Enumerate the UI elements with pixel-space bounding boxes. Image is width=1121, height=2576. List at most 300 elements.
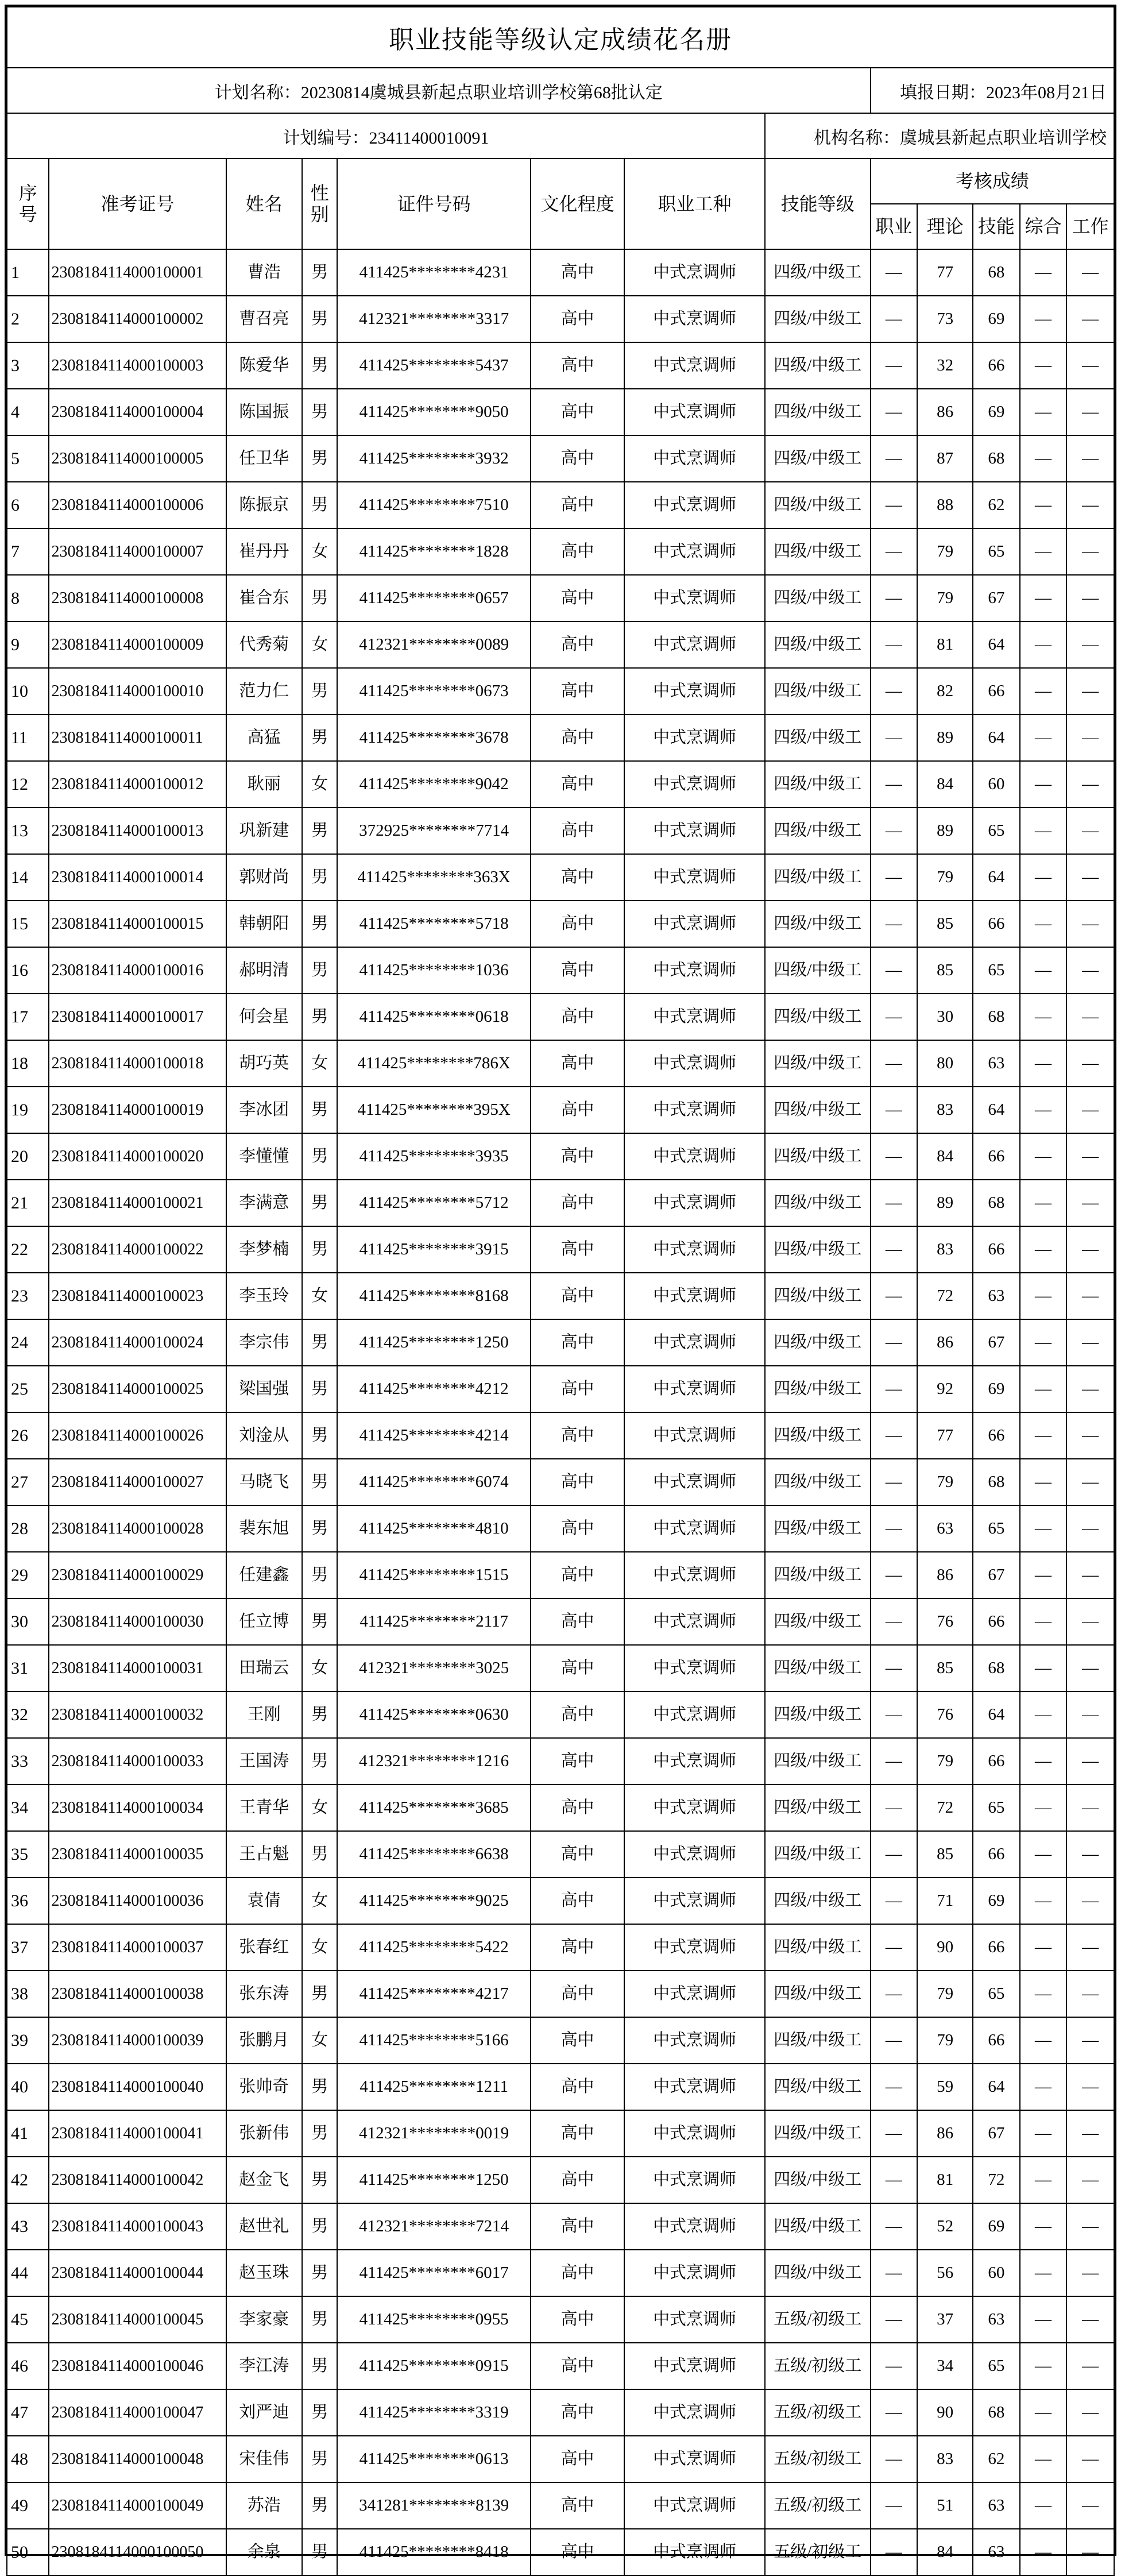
- cell-score-work: —: [1066, 342, 1114, 389]
- cell-exam-id: 2308184114000100007: [49, 528, 226, 575]
- table-row: [7, 808, 1114, 854]
- cell-gender: 女: [302, 621, 337, 668]
- cell-skill-level: 四级/中级工: [765, 1785, 871, 1831]
- cell-seq: 2: [7, 296, 49, 342]
- cell-seq: 29: [7, 1552, 49, 1598]
- cell-gender: 男: [302, 1598, 337, 1645]
- cell-score-composite: —: [1020, 1180, 1067, 1226]
- cell-seq: 24: [7, 1319, 49, 1366]
- cell-score-composite: —: [1020, 1505, 1067, 1552]
- cell-score-skill: 65: [973, 2343, 1020, 2389]
- cell-skill-level: 四级/中级工: [765, 621, 871, 668]
- cell-gender: 男: [302, 2064, 337, 2110]
- cell-score-theory: 88: [917, 482, 973, 528]
- cell-education: 高中: [531, 1831, 624, 1878]
- score-roster-sheet: [5, 5, 1116, 2562]
- cell-cert-id: 411425********4231: [337, 249, 531, 296]
- cell-education: 高中: [531, 1691, 624, 1738]
- cell-skill-level: 四级/中级工: [765, 715, 871, 761]
- table-row: [7, 2343, 1114, 2389]
- cell-score-skill: 65: [973, 528, 1020, 575]
- cell-score-composite: —: [1020, 1924, 1067, 1971]
- cell-occupation: 中式烹调师: [624, 1459, 765, 1505]
- cell-name: 代秀菊: [226, 621, 303, 668]
- cell-seq: 41: [7, 2110, 49, 2157]
- cell-name: 王国涛: [226, 1738, 303, 1785]
- table-row: [7, 668, 1114, 715]
- cell-score-theory: 79: [917, 575, 973, 621]
- cell-name: 郝明清: [226, 947, 303, 994]
- header-cert-id: 证件号码: [337, 159, 531, 249]
- cell-score-vocational: —: [871, 1087, 918, 1133]
- cell-cert-id: 411425********5718: [337, 901, 531, 947]
- table-row: [7, 1552, 1114, 1598]
- cell-score-work: —: [1066, 1459, 1114, 1505]
- cell-education: 高中: [531, 2203, 624, 2250]
- cell-score-vocational: —: [871, 2017, 918, 2064]
- cell-cert-id: 411425********1515: [337, 1552, 531, 1598]
- table-row: [7, 342, 1114, 389]
- cell-score-theory: 84: [917, 761, 973, 808]
- cell-name: 王占魁: [226, 1831, 303, 1878]
- cell-cert-id: 411425********6638: [337, 1831, 531, 1878]
- cell-exam-id: 2308184114000100040: [49, 2064, 226, 2110]
- cell-score-vocational: —: [871, 2529, 918, 2575]
- cell-skill-level: 四级/中级工: [765, 2064, 871, 2110]
- cell-score-theory: 85: [917, 1831, 973, 1878]
- cell-score-composite: —: [1020, 1552, 1067, 1598]
- cell-score-composite: —: [1020, 2110, 1067, 2157]
- cell-score-work: —: [1066, 1785, 1114, 1831]
- cell-seq: 23: [7, 1273, 49, 1319]
- header-gender: 性别: [302, 159, 337, 249]
- cell-score-vocational: —: [871, 482, 918, 528]
- cell-seq: 42: [7, 2157, 49, 2203]
- cell-gender: 男: [302, 249, 337, 296]
- cell-skill-level: 四级/中级工: [765, 1831, 871, 1878]
- cell-cert-id: 411425********1211: [337, 2064, 531, 2110]
- cell-occupation: 中式烹调师: [624, 2436, 765, 2482]
- cell-gender: 男: [302, 715, 337, 761]
- cell-exam-id: 2308184114000100037: [49, 1924, 226, 1971]
- cell-gender: 女: [302, 1924, 337, 1971]
- cell-score-theory: 89: [917, 1180, 973, 1226]
- cell-score-skill: 69: [973, 389, 1020, 435]
- cell-occupation: 中式烹调师: [624, 1552, 765, 1598]
- cell-cert-id: 411425********0657: [337, 575, 531, 621]
- cell-score-skill: 67: [973, 1552, 1020, 1598]
- header-occupation: 职业工种: [624, 159, 765, 249]
- cell-score-work: —: [1066, 249, 1114, 296]
- cell-education: 高中: [531, 1878, 624, 1924]
- table-row: [7, 2296, 1114, 2343]
- cell-score-skill: 65: [973, 808, 1020, 854]
- cell-score-composite: —: [1020, 668, 1067, 715]
- cell-occupation: 中式烹调师: [624, 435, 765, 482]
- cell-occupation: 中式烹调师: [624, 1319, 765, 1366]
- cell-name: 李冰团: [226, 1087, 303, 1133]
- cell-score-theory: 90: [917, 2389, 973, 2436]
- cell-score-theory: 56: [917, 2250, 973, 2296]
- table-row: [7, 389, 1114, 435]
- header-skill-level: 技能等级: [765, 159, 871, 249]
- cell-score-theory: 79: [917, 854, 973, 901]
- cell-score-composite: —: [1020, 2343, 1067, 2389]
- cell-name: 赵玉珠: [226, 2250, 303, 2296]
- cell-gender: 男: [302, 2296, 337, 2343]
- cell-skill-level: 四级/中级工: [765, 1878, 871, 1924]
- cell-name: 赵世礼: [226, 2203, 303, 2250]
- cell-score-work: —: [1066, 2482, 1114, 2529]
- cell-score-work: —: [1066, 2389, 1114, 2436]
- cell-name: 王刚: [226, 1691, 303, 1738]
- cell-score-theory: 30: [917, 994, 973, 1040]
- cell-score-composite: —: [1020, 715, 1067, 761]
- cell-score-vocational: —: [871, 2343, 918, 2389]
- cell-gender: 女: [302, 1040, 337, 1087]
- cell-score-work: —: [1066, 482, 1114, 528]
- cell-occupation: 中式烹调师: [624, 2529, 765, 2575]
- cell-name: 张鹏月: [226, 2017, 303, 2064]
- cell-cert-id: 411425********1250: [337, 2157, 531, 2203]
- cell-score-skill: 65: [973, 1785, 1020, 1831]
- cell-education: 高中: [531, 1645, 624, 1691]
- cell-exam-id: 2308184114000100018: [49, 1040, 226, 1087]
- cell-cert-id: 411425********7510: [337, 482, 531, 528]
- cell-name: 田瑞云: [226, 1645, 303, 1691]
- cell-gender: 男: [302, 2110, 337, 2157]
- cell-score-vocational: —: [871, 1552, 918, 1598]
- table-row: [7, 1505, 1114, 1552]
- table-row: [7, 1738, 1114, 1785]
- cell-score-composite: —: [1020, 1831, 1067, 1878]
- cell-name: 李满意: [226, 1180, 303, 1226]
- cell-name: 任建鑫: [226, 1552, 303, 1598]
- cell-score-theory: 79: [917, 1971, 973, 2017]
- cell-education: 高中: [531, 2296, 624, 2343]
- cell-cert-id: 411425********5712: [337, 1180, 531, 1226]
- cell-occupation: 中式烹调师: [624, 1040, 765, 1087]
- cell-score-vocational: —: [871, 2203, 918, 2250]
- cell-score-skill: 63: [973, 1273, 1020, 1319]
- cell-score-composite: —: [1020, 2203, 1067, 2250]
- cell-score-vocational: —: [871, 389, 918, 435]
- cell-exam-id: 2308184114000100020: [49, 1133, 226, 1180]
- cell-education: 高中: [531, 2064, 624, 2110]
- cell-cert-id: 411425********395X: [337, 1087, 531, 1133]
- cell-occupation: 中式烹调师: [624, 1878, 765, 1924]
- cell-score-theory: 52: [917, 2203, 973, 2250]
- cell-education: 高中: [531, 1273, 624, 1319]
- cell-exam-id: 2308184114000100030: [49, 1598, 226, 1645]
- cell-exam-id: 2308184114000100028: [49, 1505, 226, 1552]
- cell-gender: 男: [302, 575, 337, 621]
- cell-education: 高中: [531, 901, 624, 947]
- cell-seq: 37: [7, 1924, 49, 1971]
- cell-seq: 3: [7, 342, 49, 389]
- cell-exam-id: 2308184114000100025: [49, 1366, 226, 1412]
- cell-score-skill: 66: [973, 1924, 1020, 1971]
- table-row: [7, 1971, 1114, 2017]
- cell-name: 曹浩: [226, 249, 303, 296]
- cell-score-vocational: —: [871, 2482, 918, 2529]
- cell-score-theory: 80: [917, 1040, 973, 1087]
- cell-score-work: —: [1066, 854, 1114, 901]
- cell-score-theory: 34: [917, 2343, 973, 2389]
- cell-seq: 20: [7, 1133, 49, 1180]
- cell-score-work: —: [1066, 1180, 1114, 1226]
- cell-exam-id: 2308184114000100001: [49, 249, 226, 296]
- cell-score-composite: —: [1020, 528, 1067, 575]
- cell-score-theory: 79: [917, 528, 973, 575]
- table-row: [7, 249, 1114, 296]
- cell-seq: 33: [7, 1738, 49, 1785]
- cell-name: 张新伟: [226, 2110, 303, 2157]
- cell-score-theory: 83: [917, 2436, 973, 2482]
- cell-seq: 13: [7, 808, 49, 854]
- table-row: [7, 1366, 1114, 1412]
- cell-name: 马晓飞: [226, 1459, 303, 1505]
- cell-score-theory: 83: [917, 1087, 973, 1133]
- cell-score-composite: —: [1020, 1412, 1067, 1459]
- cell-score-composite: —: [1020, 1366, 1067, 1412]
- cell-score-theory: 82: [917, 668, 973, 715]
- cell-name: 曹召亮: [226, 296, 303, 342]
- cell-education: 高中: [531, 715, 624, 761]
- cell-seq: 25: [7, 1366, 49, 1412]
- cell-score-composite: —: [1020, 1785, 1067, 1831]
- cell-exam-id: 2308184114000100015: [49, 901, 226, 947]
- cell-education: 高中: [531, 994, 624, 1040]
- cell-skill-level: 四级/中级工: [765, 1459, 871, 1505]
- cell-score-work: —: [1066, 947, 1114, 994]
- cell-cert-id: 412321********0019: [337, 2110, 531, 2157]
- cell-score-vocational: —: [871, 1598, 918, 1645]
- cell-name: 李梦楠: [226, 1226, 303, 1273]
- cell-exam-id: 2308184114000100005: [49, 435, 226, 482]
- cell-skill-level: 四级/中级工: [765, 2203, 871, 2250]
- cell-exam-id: 2308184114000100038: [49, 1971, 226, 2017]
- cell-score-work: —: [1066, 1366, 1114, 1412]
- cell-score-skill: 64: [973, 1087, 1020, 1133]
- cell-skill-level: 五级/初级工: [765, 2343, 871, 2389]
- cell-score-theory: 86: [917, 389, 973, 435]
- cell-gender: 男: [302, 994, 337, 1040]
- cell-occupation: 中式烹调师: [624, 2296, 765, 2343]
- cell-seq: 10: [7, 668, 49, 715]
- cell-score-composite: —: [1020, 901, 1067, 947]
- cell-score-skill: 67: [973, 1319, 1020, 1366]
- cell-education: 高中: [531, 1226, 624, 1273]
- cell-score-work: —: [1066, 528, 1114, 575]
- cell-skill-level: 四级/中级工: [765, 1040, 871, 1087]
- cell-score-vocational: —: [871, 2296, 918, 2343]
- cell-occupation: 中式烹调师: [624, 342, 765, 389]
- cell-seq: 30: [7, 1598, 49, 1645]
- cell-score-skill: 60: [973, 2250, 1020, 2296]
- cell-occupation: 中式烹调师: [624, 1831, 765, 1878]
- cell-exam-id: 2308184114000100036: [49, 1878, 226, 1924]
- cell-score-vocational: —: [871, 1971, 918, 2017]
- cell-score-work: —: [1066, 2436, 1114, 2482]
- cell-seq: 4: [7, 389, 49, 435]
- table-row: [7, 2017, 1114, 2064]
- cell-education: 高中: [531, 1924, 624, 1971]
- cell-occupation: 中式烹调师: [624, 808, 765, 854]
- cell-occupation: 中式烹调师: [624, 621, 765, 668]
- table-row: [7, 1087, 1114, 1133]
- header-score-skill: 技能: [973, 204, 1020, 249]
- cell-name: 高猛: [226, 715, 303, 761]
- cell-occupation: 中式烹调师: [624, 389, 765, 435]
- cell-score-work: —: [1066, 2529, 1114, 2575]
- cell-exam-id: 2308184114000100044: [49, 2250, 226, 2296]
- cell-seq: 15: [7, 901, 49, 947]
- cell-score-theory: 79: [917, 1459, 973, 1505]
- cell-score-vocational: —: [871, 1505, 918, 1552]
- cell-gender: 男: [302, 1459, 337, 1505]
- cell-skill-level: 四级/中级工: [765, 2017, 871, 2064]
- cell-gender: 男: [302, 1180, 337, 1226]
- cell-education: 高中: [531, 389, 624, 435]
- cell-score-theory: 81: [917, 2157, 973, 2203]
- table-row: [7, 994, 1114, 1040]
- cell-name: 赵金飞: [226, 2157, 303, 2203]
- cell-education: 高中: [531, 947, 624, 994]
- cell-score-vocational: —: [871, 528, 918, 575]
- cell-score-work: —: [1066, 1412, 1114, 1459]
- cell-skill-level: 四级/中级工: [765, 901, 871, 947]
- cell-name: 张春红: [226, 1924, 303, 1971]
- cell-score-work: —: [1066, 1087, 1114, 1133]
- table-row: [7, 296, 1114, 342]
- cell-education: 高中: [531, 621, 624, 668]
- cell-score-composite: —: [1020, 1040, 1067, 1087]
- cell-exam-id: 2308184114000100008: [49, 575, 226, 621]
- cell-gender: 男: [302, 2529, 337, 2575]
- cell-score-work: —: [1066, 1738, 1114, 1785]
- cell-education: 高中: [531, 761, 624, 808]
- cell-seq: 8: [7, 575, 49, 621]
- cell-skill-level: 四级/中级工: [765, 854, 871, 901]
- cell-score-theory: 59: [917, 2064, 973, 2110]
- cell-gender: 男: [302, 901, 337, 947]
- cell-score-skill: 64: [973, 715, 1020, 761]
- cell-gender: 女: [302, 761, 337, 808]
- cell-score-vocational: —: [871, 1878, 918, 1924]
- cell-exam-id: 2308184114000100050: [49, 2529, 226, 2575]
- cell-score-work: —: [1066, 2157, 1114, 2203]
- cell-occupation: 中式烹调师: [624, 1691, 765, 1738]
- table-row: [7, 482, 1114, 528]
- cell-education: 高中: [531, 2482, 624, 2529]
- cell-score-skill: 62: [973, 2436, 1020, 2482]
- cell-score-theory: 71: [917, 1878, 973, 1924]
- cell-skill-level: 四级/中级工: [765, 1645, 871, 1691]
- cell-skill-level: 四级/中级工: [765, 1924, 871, 1971]
- cell-name: 余泉: [226, 2529, 303, 2575]
- cell-occupation: 中式烹调师: [624, 1645, 765, 1691]
- cell-education: 高中: [531, 2529, 624, 2575]
- table-row: [7, 1459, 1114, 1505]
- cell-occupation: 中式烹调师: [624, 1598, 765, 1645]
- cell-occupation: 中式烹调师: [624, 947, 765, 994]
- cell-skill-level: 四级/中级工: [765, 761, 871, 808]
- cell-score-skill: 68: [973, 2389, 1020, 2436]
- cell-score-work: —: [1066, 621, 1114, 668]
- cell-exam-id: 2308184114000100034: [49, 1785, 226, 1831]
- cell-education: 高中: [531, 1180, 624, 1226]
- table-row: [7, 1273, 1114, 1319]
- table-row: [7, 2482, 1114, 2529]
- cell-skill-level: 五级/初级工: [765, 2296, 871, 2343]
- cell-score-vocational: —: [871, 1226, 918, 1273]
- cell-education: 高中: [531, 668, 624, 715]
- cell-score-vocational: —: [871, 2250, 918, 2296]
- cell-exam-id: 2308184114000100021: [49, 1180, 226, 1226]
- cell-name: 崔丹丹: [226, 528, 303, 575]
- cell-occupation: 中式烹调师: [624, 1133, 765, 1180]
- cell-score-theory: 85: [917, 947, 973, 994]
- cell-occupation: 中式烹调师: [624, 761, 765, 808]
- cell-score-vocational: —: [871, 715, 918, 761]
- cell-score-theory: 73: [917, 296, 973, 342]
- cell-score-theory: 79: [917, 2017, 973, 2064]
- cell-skill-level: 四级/中级工: [765, 342, 871, 389]
- cell-score-composite: —: [1020, 1459, 1067, 1505]
- cell-seq: 6: [7, 482, 49, 528]
- cell-score-vocational: —: [871, 2389, 918, 2436]
- cell-skill-level: 五级/初级工: [765, 2482, 871, 2529]
- cell-exam-id: 2308184114000100004: [49, 389, 226, 435]
- cell-score-work: —: [1066, 1273, 1114, 1319]
- cell-score-theory: 85: [917, 901, 973, 947]
- cell-score-skill: 68: [973, 1645, 1020, 1691]
- cell-education: 高中: [531, 342, 624, 389]
- cell-exam-id: 2308184114000100012: [49, 761, 226, 808]
- cell-cert-id: 411425********0613: [337, 2436, 531, 2482]
- cell-gender: 女: [302, 1273, 337, 1319]
- cell-score-skill: 64: [973, 854, 1020, 901]
- cell-score-work: —: [1066, 1319, 1114, 1366]
- cell-score-work: —: [1066, 2110, 1114, 2157]
- cell-exam-id: 2308184114000100032: [49, 1691, 226, 1738]
- cell-seq: 16: [7, 947, 49, 994]
- cell-cert-id: 411425********4810: [337, 1505, 531, 1552]
- table-row: [7, 1598, 1114, 1645]
- cell-name: 苏浩: [226, 2482, 303, 2529]
- cell-score-vocational: —: [871, 901, 918, 947]
- cell-cert-id: 411425********9042: [337, 761, 531, 808]
- cell-cert-id: 411425********6074: [337, 1459, 531, 1505]
- cell-score-composite: —: [1020, 994, 1067, 1040]
- cell-gender: 男: [302, 1505, 337, 1552]
- table-row: [7, 715, 1114, 761]
- cell-name: 宋佳伟: [226, 2436, 303, 2482]
- cell-skill-level: 四级/中级工: [765, 1412, 871, 1459]
- table-row: [7, 2436, 1114, 2482]
- cell-skill-level: 四级/中级工: [765, 1319, 871, 1366]
- cell-name: 巩新建: [226, 808, 303, 854]
- cell-score-composite: —: [1020, 482, 1067, 528]
- cell-exam-id: 2308184114000100039: [49, 2017, 226, 2064]
- cell-score-vocational: —: [871, 575, 918, 621]
- cell-exam-id: 2308184114000100022: [49, 1226, 226, 1273]
- cell-score-vocational: —: [871, 1645, 918, 1691]
- cell-score-skill: 65: [973, 947, 1020, 994]
- cell-score-composite: —: [1020, 761, 1067, 808]
- cell-score-vocational: —: [871, 1319, 918, 1366]
